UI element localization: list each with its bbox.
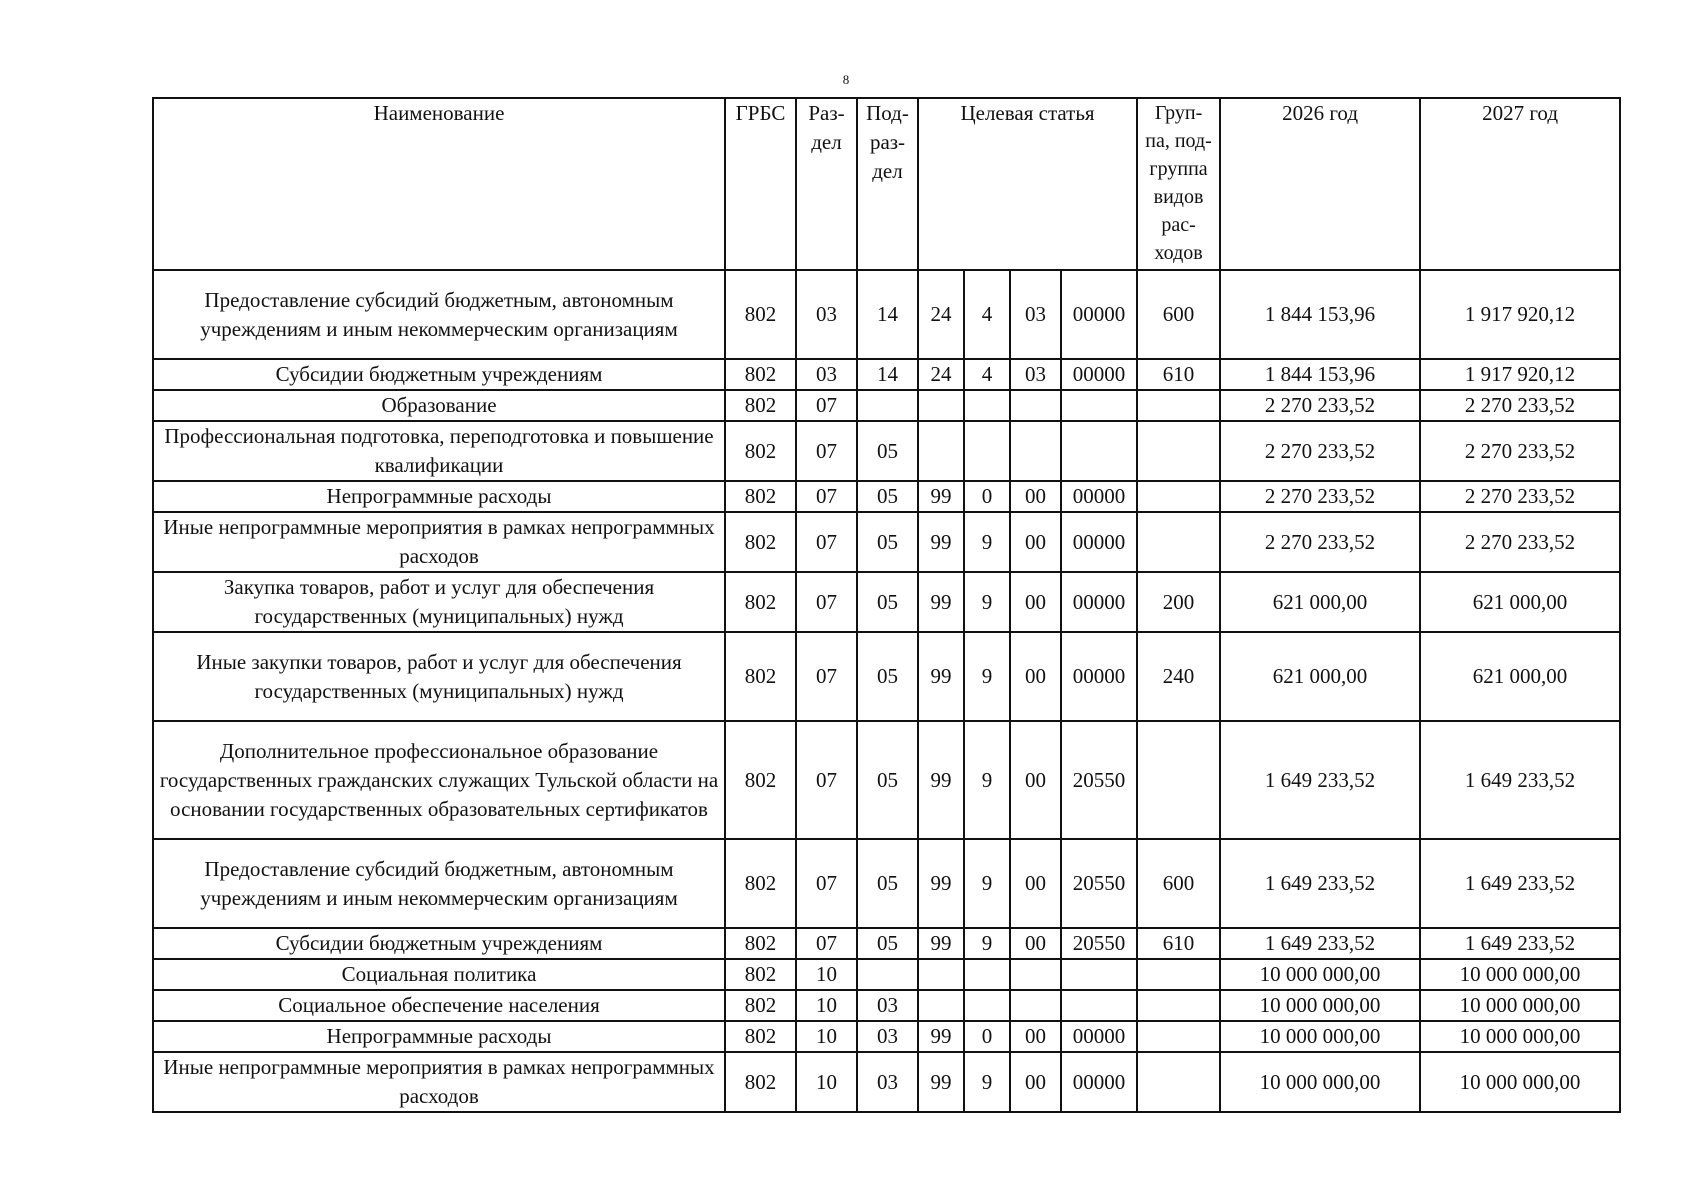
- row-razdel: 07: [796, 721, 857, 839]
- row-target-type: [964, 990, 1010, 1021]
- row-grbs: 802: [725, 1021, 796, 1052]
- table-row: [153, 512, 1620, 572]
- row-amount-2027: 2 270 233,52: [1420, 481, 1620, 512]
- row-target-direction: [1061, 959, 1137, 990]
- row-target-subprogram: 00: [1010, 721, 1061, 839]
- row-target-type: 0: [964, 1021, 1010, 1052]
- row-name: Дополнительное профессиональное образование государственных гражданских служащих Тульской области на основании государственных образовательных сертификатов: [153, 721, 725, 839]
- row-target-direction: 20550: [1061, 839, 1137, 928]
- row-target-direction: 00000: [1061, 512, 1137, 572]
- row-grbs: 802: [725, 481, 796, 512]
- row-grbs: 802: [725, 839, 796, 928]
- row-expense-group: [1137, 481, 1220, 512]
- row-podrazdel: 05: [857, 721, 918, 839]
- row-grbs: 802: [725, 270, 796, 359]
- row-amount-2027: 2 270 233,52: [1420, 390, 1620, 421]
- row-target-type: 4: [964, 359, 1010, 390]
- row-target-subprogram: [1010, 390, 1061, 421]
- row-amount-2026: 2 270 233,52: [1220, 390, 1420, 421]
- row-target-type: 9: [964, 632, 1010, 721]
- row-target-subprogram: 00: [1010, 1021, 1061, 1052]
- row-target-subprogram: 00: [1010, 928, 1061, 959]
- header-year-2026: 2026 год: [1220, 98, 1420, 270]
- header-razdel: Раз- дел: [796, 98, 857, 270]
- row-razdel: 07: [796, 572, 857, 632]
- row-expense-group: 200: [1137, 572, 1220, 632]
- row-name: Субсидии бюджетным учреждениям: [153, 359, 725, 390]
- row-name: Иные закупки товаров, работ и услуг для обеспечения государственных (муниципальных) нужд: [153, 632, 725, 721]
- row-grbs: 802: [725, 390, 796, 421]
- row-target-subprogram: [1010, 421, 1061, 481]
- row-target-program: 24: [918, 359, 964, 390]
- row-amount-2026: 1 649 233,52: [1220, 721, 1420, 839]
- table-row: [153, 1052, 1620, 1112]
- row-name: Иные непрограммные мероприятия в рамках непрограммных расходов: [153, 1052, 725, 1112]
- row-grbs: 802: [725, 721, 796, 839]
- row-target-subprogram: 00: [1010, 839, 1061, 928]
- row-expense-group: 600: [1137, 270, 1220, 359]
- row-razdel: 10: [796, 959, 857, 990]
- row-expense-group: 240: [1137, 632, 1220, 721]
- header-target-article: Целевая статья: [918, 98, 1137, 270]
- table-header-row: [153, 98, 1620, 270]
- row-podrazdel: 05: [857, 928, 918, 959]
- header-year-2027: 2027 год: [1420, 98, 1620, 270]
- row-expense-group: [1137, 421, 1220, 481]
- row-target-program: 24: [918, 270, 964, 359]
- row-target-subprogram: 00: [1010, 1052, 1061, 1112]
- row-amount-2026: 2 270 233,52: [1220, 481, 1420, 512]
- row-amount-2027: 10 000 000,00: [1420, 959, 1620, 990]
- row-target-subprogram: [1010, 959, 1061, 990]
- row-target-program: 99: [918, 1021, 964, 1052]
- row-amount-2027: 10 000 000,00: [1420, 990, 1620, 1021]
- row-grbs: 802: [725, 359, 796, 390]
- row-grbs: 802: [725, 990, 796, 1021]
- row-expense-group: [1137, 1021, 1220, 1052]
- row-razdel: 07: [796, 928, 857, 959]
- row-grbs: 802: [725, 632, 796, 721]
- row-grbs: 802: [725, 572, 796, 632]
- table-row: [153, 421, 1620, 481]
- row-target-type: 9: [964, 839, 1010, 928]
- row-expense-group: 600: [1137, 839, 1220, 928]
- table-row: [153, 359, 1620, 390]
- row-target-subprogram: [1010, 990, 1061, 1021]
- row-target-direction: 20550: [1061, 721, 1137, 839]
- row-target-program: [918, 421, 964, 481]
- row-amount-2026: 621 000,00: [1220, 572, 1420, 632]
- row-amount-2027: 621 000,00: [1420, 632, 1620, 721]
- row-target-type: [964, 421, 1010, 481]
- row-razdel: 07: [796, 839, 857, 928]
- table-row: [153, 270, 1620, 359]
- row-target-subprogram: 03: [1010, 270, 1061, 359]
- row-amount-2026: 10 000 000,00: [1220, 1021, 1420, 1052]
- row-name: Предоставление субсидий бюджетным, автономным учреждениям и иным некоммерческим организациям: [153, 839, 725, 928]
- row-amount-2026: 621 000,00: [1220, 632, 1420, 721]
- row-amount-2026: 2 270 233,52: [1220, 512, 1420, 572]
- row-razdel: 07: [796, 390, 857, 421]
- row-expense-group: [1137, 1052, 1220, 1112]
- row-amount-2027: 2 270 233,52: [1420, 512, 1620, 572]
- row-target-direction: 00000: [1061, 270, 1137, 359]
- row-amount-2027: 1 649 233,52: [1420, 928, 1620, 959]
- row-grbs: 802: [725, 421, 796, 481]
- row-expense-group: [1137, 512, 1220, 572]
- row-razdel: 10: [796, 1052, 857, 1112]
- row-target-program: [918, 390, 964, 421]
- row-name: Образование: [153, 390, 725, 421]
- table-row: [153, 839, 1620, 928]
- row-razdel: 07: [796, 481, 857, 512]
- header-grbs: ГРБС: [725, 98, 796, 270]
- row-amount-2027: 1 649 233,52: [1420, 839, 1620, 928]
- row-amount-2026: 2 270 233,52: [1220, 421, 1420, 481]
- row-grbs: 802: [725, 959, 796, 990]
- row-name: Социальное обеспечение населения: [153, 990, 725, 1021]
- row-amount-2027: 1 917 920,12: [1420, 270, 1620, 359]
- row-target-direction: [1061, 421, 1137, 481]
- row-razdel: 07: [796, 512, 857, 572]
- row-podrazdel: [857, 390, 918, 421]
- row-target-direction: 00000: [1061, 359, 1137, 390]
- row-name: Иные непрограммные мероприятия в рамках непрограммных расходов: [153, 512, 725, 572]
- row-razdel: 07: [796, 632, 857, 721]
- row-target-direction: 00000: [1061, 632, 1137, 721]
- row-amount-2027: 2 270 233,52: [1420, 421, 1620, 481]
- row-target-type: 9: [964, 721, 1010, 839]
- row-expense-group: [1137, 390, 1220, 421]
- row-name: Закупка товаров, работ и услуг для обеспечения государственных (муниципальных) нужд: [153, 572, 725, 632]
- table-row: [153, 928, 1620, 959]
- row-podrazdel: 05: [857, 481, 918, 512]
- row-target-program: 99: [918, 512, 964, 572]
- table-row: [153, 990, 1620, 1021]
- row-razdel: 07: [796, 421, 857, 481]
- row-target-direction: [1061, 990, 1137, 1021]
- row-target-program: 99: [918, 632, 964, 721]
- row-target-direction: 00000: [1061, 1052, 1137, 1112]
- row-amount-2026: 1 844 153,96: [1220, 359, 1420, 390]
- row-target-program: 99: [918, 1052, 964, 1112]
- header-podrazdel: Под- раз- дел: [857, 98, 918, 270]
- row-target-type: 0: [964, 481, 1010, 512]
- row-podrazdel: 05: [857, 632, 918, 721]
- table-row: [153, 721, 1620, 839]
- row-target-subprogram: 00: [1010, 512, 1061, 572]
- row-name: Профессиональная подготовка, переподготовка и повышение квалификации: [153, 421, 725, 481]
- table-row: [153, 632, 1620, 721]
- row-amount-2026: 10 000 000,00: [1220, 1052, 1420, 1112]
- row-target-direction: 00000: [1061, 481, 1137, 512]
- row-amount-2027: 10 000 000,00: [1420, 1052, 1620, 1112]
- row-amount-2026: 1 649 233,52: [1220, 928, 1420, 959]
- row-target-type: 9: [964, 512, 1010, 572]
- row-target-direction: 20550: [1061, 928, 1137, 959]
- row-target-program: 99: [918, 572, 964, 632]
- row-razdel: 03: [796, 359, 857, 390]
- budget-table: [152, 97, 1621, 1113]
- row-razdel: 10: [796, 1021, 857, 1052]
- row-expense-group: [1137, 959, 1220, 990]
- row-podrazdel: 05: [857, 572, 918, 632]
- row-target-direction: [1061, 390, 1137, 421]
- row-name: Субсидии бюджетным учреждениям: [153, 928, 725, 959]
- row-podrazdel: [857, 959, 918, 990]
- row-podrazdel: 05: [857, 839, 918, 928]
- row-expense-group: 610: [1137, 359, 1220, 390]
- row-expense-group: [1137, 990, 1220, 1021]
- row-target-type: 9: [964, 572, 1010, 632]
- row-target-direction: 00000: [1061, 1021, 1137, 1052]
- row-target-type: 9: [964, 928, 1010, 959]
- row-amount-2027: 1 649 233,52: [1420, 721, 1620, 839]
- header-name: Наименование: [153, 98, 725, 270]
- row-podrazdel: 03: [857, 1021, 918, 1052]
- row-amount-2027: 621 000,00: [1420, 572, 1620, 632]
- table-row: [153, 390, 1620, 421]
- row-podrazdel: 14: [857, 359, 918, 390]
- row-grbs: 802: [725, 1052, 796, 1112]
- row-name: Непрограммные расходы: [153, 1021, 725, 1052]
- row-target-program: 99: [918, 928, 964, 959]
- row-target-program: [918, 959, 964, 990]
- row-podrazdel: 03: [857, 990, 918, 1021]
- row-expense-group: [1137, 721, 1220, 839]
- row-target-program: 99: [918, 481, 964, 512]
- row-razdel: 03: [796, 270, 857, 359]
- row-amount-2026: 1 844 153,96: [1220, 270, 1420, 359]
- row-podrazdel: 05: [857, 421, 918, 481]
- row-podrazdel: 03: [857, 1052, 918, 1112]
- row-name: Непрограммные расходы: [153, 481, 725, 512]
- row-target-subprogram: 00: [1010, 572, 1061, 632]
- row-target-program: [918, 990, 964, 1021]
- row-amount-2026: 1 649 233,52: [1220, 839, 1420, 928]
- table-row: [153, 959, 1620, 990]
- header-expense-group: Груп- па, под- группа видов рас- ходов: [1137, 98, 1220, 270]
- row-target-program: 99: [918, 839, 964, 928]
- row-name: Социальная политика: [153, 959, 725, 990]
- row-amount-2026: 10 000 000,00: [1220, 990, 1420, 1021]
- row-target-type: 9: [964, 1052, 1010, 1112]
- row-target-subprogram: 00: [1010, 481, 1061, 512]
- table-row: [153, 572, 1620, 632]
- row-amount-2027: 10 000 000,00: [1420, 1021, 1620, 1052]
- row-target-subprogram: 00: [1010, 632, 1061, 721]
- row-podrazdel: 05: [857, 512, 918, 572]
- table-row: [153, 481, 1620, 512]
- row-grbs: 802: [725, 928, 796, 959]
- row-amount-2027: 1 917 920,12: [1420, 359, 1620, 390]
- row-target-type: 4: [964, 270, 1010, 359]
- row-expense-group: 610: [1137, 928, 1220, 959]
- row-podrazdel: 14: [857, 270, 918, 359]
- page-number: 8: [842, 72, 850, 87]
- row-target-type: [964, 390, 1010, 421]
- row-name: Предоставление субсидий бюджетным, автономным учреждениям и иным некоммерческим организациям: [153, 270, 725, 359]
- row-target-program: 99: [918, 721, 964, 839]
- table-row: [153, 1021, 1620, 1052]
- row-target-direction: 00000: [1061, 572, 1137, 632]
- row-razdel: 10: [796, 990, 857, 1021]
- row-target-type: [964, 959, 1010, 990]
- row-grbs: 802: [725, 512, 796, 572]
- row-target-subprogram: 03: [1010, 359, 1061, 390]
- row-amount-2026: 10 000 000,00: [1220, 959, 1420, 990]
